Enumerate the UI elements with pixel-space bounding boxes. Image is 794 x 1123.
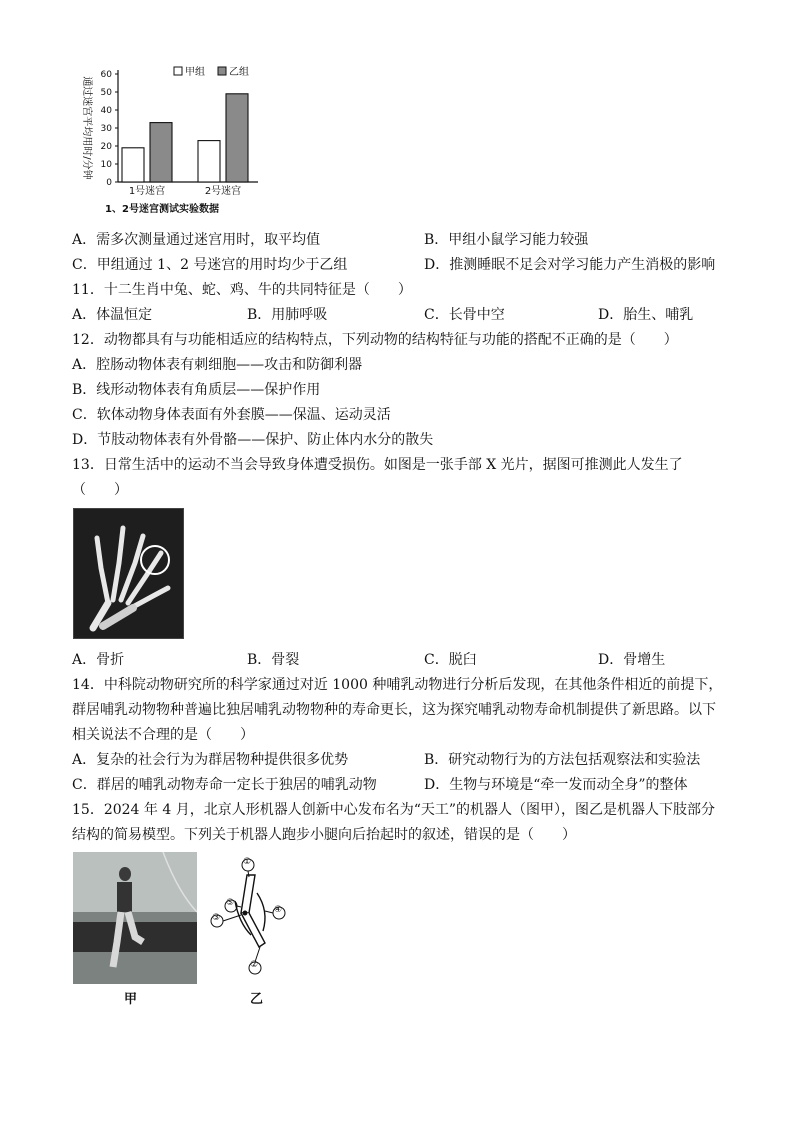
bar-group-a [122, 148, 144, 182]
model-label-4: ④ [274, 905, 283, 915]
q13-option-c: C．脱臼 [424, 652, 477, 668]
figure-a-caption: 甲 [124, 992, 138, 1007]
q13-stem-line2: （ ） [72, 482, 128, 498]
y-tick-label: 50 [100, 88, 112, 98]
legend-swatch [218, 67, 226, 75]
bar-group-b [150, 123, 172, 182]
model-label-3: ③ [212, 913, 221, 923]
legend-label: 乙组 [229, 67, 249, 78]
model-label-2: ② [250, 960, 259, 970]
q15-stem-line2: 结构的简易模型。下列关于机器人跑步小腿向后抬起时的叙述，错误的是（ ） [72, 827, 576, 843]
q13-option-a: A．骨折 [72, 652, 125, 668]
y-tick-label: 20 [100, 142, 112, 152]
bar-group-b [226, 94, 248, 182]
bar-group-a [198, 141, 220, 182]
y-tick-label: 0 [106, 178, 112, 188]
q12-option-a: A．腔肠动物体表有刺细胞——攻击和防御利器 [72, 357, 363, 373]
q11-option-c: C．长骨中空 [424, 307, 505, 323]
q14-stem-line1: 14．中科院动物研究所的科学家通过对近 1000 种哺乳动物进行分析后发现，在其他条件相近的前提下， [72, 677, 723, 693]
x-tick-label: 1号迷宫 [128, 186, 166, 197]
x-tick-label: 2号迷宫 [204, 186, 242, 197]
q12-stem: 12．动物都具有与功能相适应的结构特点，下列动物的结构特征与功能的搭配不正确的是（ ） [72, 332, 678, 348]
q14-stem-line3: 相关说法不合理的是（ ） [72, 727, 254, 743]
q12-option-b: B．线形动物体表有角质层——保护作用 [72, 382, 321, 398]
chart-caption: 1、2号迷宫测试实验数据 [105, 204, 219, 215]
q10-option-c: C．甲组通过 1、2 号迷宫的用时均少于乙组 [72, 257, 348, 273]
chart-svg [70, 60, 270, 225]
q14-option-a: A．复杂的社会行为为群居物种提供很多优势 [72, 752, 349, 768]
leg-model-diagram [205, 855, 295, 980]
q13-stem-line1: 13．日常生活中的运动不当会导致身体遭受损伤。如图是一张手部 X 光片，据图可推测此人发生了 [72, 457, 683, 473]
model-label-5: ⑤ [226, 898, 235, 908]
q14-option-b: B．研究动物行为的方法包括观察法和实验法 [424, 752, 701, 768]
q12-option-c: C．软体动物身体表面有外套膜——保温、运动灵活 [72, 407, 391, 423]
bar-chart [70, 60, 270, 225]
q13-option-d: D．骨增生 [598, 652, 666, 668]
q15-stem-line1: 15．2024 年 4 月，北京人形机器人创新中心发布名为“天工”的机器人（图甲），图乙是机器人下肢部分 [72, 802, 716, 818]
q10-option-a: A．需多次测量通过迷宫用时，取平均值 [72, 232, 321, 248]
y-tick-label: 60 [100, 70, 112, 80]
y-tick-label: 30 [100, 124, 112, 134]
q11-option-d: D．胎生、哺乳 [598, 307, 694, 323]
q11-option-a: A．体温恒定 [72, 307, 153, 323]
model-label-1: ① [243, 857, 252, 867]
figure-b-caption: 乙 [250, 992, 264, 1007]
q13-option-b: B．骨裂 [247, 652, 300, 668]
q11-option-b: B．用肺呼吸 [247, 307, 328, 323]
q11-stem: 11．十二生肖中兔、蛇、鸡、牛的共同特征是（ ） [72, 282, 412, 298]
legend-swatch [174, 67, 182, 75]
q10-option-b: B．甲组小鼠学习能力较强 [424, 232, 589, 248]
q14-stem-line2: 群居哺乳动物物种普遍比独居哺乳动物物种的寿命更长，这为探究哺乳动物寿命机制提供了新思路。以下 [72, 702, 716, 718]
y-tick-label: 10 [100, 160, 112, 170]
y-axis-label: 通过迷宫平均用时/分钟 [81, 76, 92, 180]
q10-option-d: D．推测睡眠不足会对学习能力产生消极的影响 [424, 257, 716, 273]
q14-option-d: D．生物与环境是“牵一发而动全身”的整体 [424, 777, 688, 793]
q14-option-c: C．群居的哺乳动物寿命一定长于独居的哺乳动物 [72, 777, 377, 793]
hand-xray-image [73, 508, 184, 639]
legend-label: 甲组 [185, 67, 205, 78]
y-tick-label: 40 [100, 106, 112, 116]
robot-photo [73, 852, 197, 984]
q12-option-d: D．节肢动物体表有外骨骼——保护、防止体内水分的散失 [72, 432, 434, 448]
